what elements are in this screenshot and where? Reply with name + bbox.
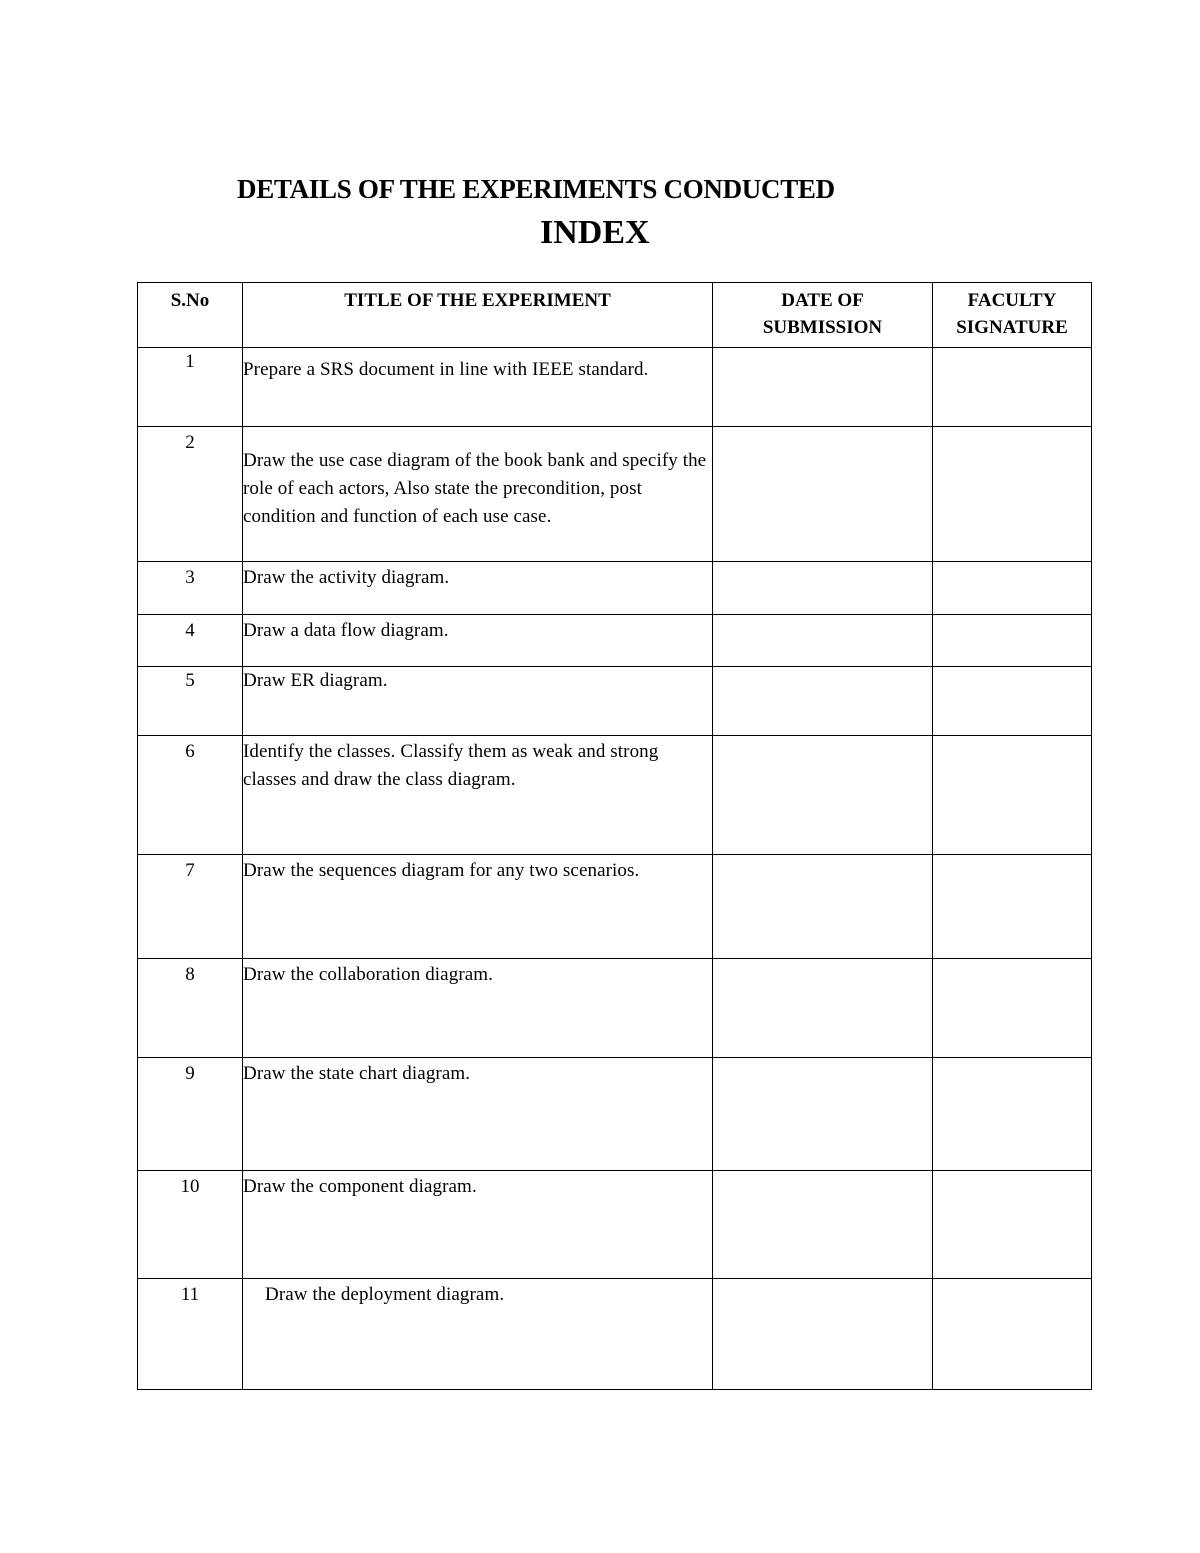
row-title: Draw the collaboration diagram. xyxy=(243,959,713,1058)
faculty-signature-cell xyxy=(933,615,1092,667)
row-sno: 5 xyxy=(138,667,243,736)
row-title: Draw the deployment diagram. xyxy=(243,1279,713,1390)
row-title: Draw the component diagram. xyxy=(243,1171,713,1279)
experiments-index-table xyxy=(137,282,1092,1390)
date-of-submission-cell xyxy=(713,1171,933,1279)
header-date-line1: DATE OF xyxy=(781,290,864,311)
document-heading: DETAILS OF THE EXPERIMENTS CONDUCTED xyxy=(237,174,835,204)
row-sno: 3 xyxy=(138,562,243,615)
table-row xyxy=(138,736,1092,855)
header-title: TITLE OF THE EXPERIMENT xyxy=(243,283,713,348)
date-of-submission-cell xyxy=(713,615,933,667)
faculty-signature-cell xyxy=(933,736,1092,855)
table-row xyxy=(138,667,1092,736)
header-faculty-signature xyxy=(933,283,1092,348)
faculty-signature-cell xyxy=(933,667,1092,736)
index-title: INDEX xyxy=(540,214,650,251)
date-of-submission-cell xyxy=(713,959,933,1058)
table-row xyxy=(138,427,1092,562)
faculty-signature-cell xyxy=(933,855,1092,959)
row-title: Prepare a SRS document in line with IEEE standard. xyxy=(243,348,713,427)
table-row xyxy=(138,959,1092,1058)
row-title: Identify the classes. Classify them as weak and strong classes and draw the class diagram. xyxy=(243,736,713,855)
date-of-submission-cell xyxy=(713,1058,933,1171)
faculty-signature-cell xyxy=(933,427,1092,562)
row-sno: 2 xyxy=(138,427,243,562)
row-sno: 11 xyxy=(138,1279,243,1390)
row-sno: 4 xyxy=(138,615,243,667)
table-row xyxy=(138,348,1092,427)
date-of-submission-cell xyxy=(713,348,933,427)
faculty-signature-cell xyxy=(933,1171,1092,1279)
table-row xyxy=(138,562,1092,615)
row-title: Draw ER diagram. xyxy=(243,667,713,736)
row-title: Draw the activity diagram. xyxy=(243,562,713,615)
faculty-signature-cell xyxy=(933,1279,1092,1390)
table-header-row xyxy=(138,283,1092,348)
row-sno: 10 xyxy=(138,1171,243,1279)
row-title: Draw the state chart diagram. xyxy=(243,1058,713,1171)
date-of-submission-cell xyxy=(713,736,933,855)
table-row xyxy=(138,1279,1092,1390)
row-title: Draw the use case diagram of the book bank and specify the role of each actors, Also state the precondition, post condition and function of each use case. xyxy=(243,427,713,562)
row-title: Draw a data flow diagram. xyxy=(243,615,713,667)
header-sno: S.No xyxy=(138,283,243,348)
table-row xyxy=(138,615,1092,667)
row-sno: 6 xyxy=(138,736,243,855)
row-sno: 8 xyxy=(138,959,243,1058)
faculty-signature-cell xyxy=(933,562,1092,615)
table-row xyxy=(138,1171,1092,1279)
date-of-submission-cell xyxy=(713,427,933,562)
row-title: Draw the sequences diagram for any two scenarios. xyxy=(243,855,713,959)
faculty-signature-cell xyxy=(933,959,1092,1058)
header-signature-line1: FACULTY xyxy=(967,290,1057,311)
header-date-line2: SUBMISSION xyxy=(762,317,883,338)
faculty-signature-cell xyxy=(933,348,1092,427)
header-date-of-submission xyxy=(713,283,933,348)
table-row xyxy=(138,1058,1092,1171)
date-of-submission-cell xyxy=(713,1279,933,1390)
date-of-submission-cell xyxy=(713,855,933,959)
row-sno: 7 xyxy=(138,855,243,959)
faculty-signature-cell xyxy=(933,1058,1092,1171)
date-of-submission-cell xyxy=(713,562,933,615)
date-of-submission-cell xyxy=(713,667,933,736)
row-sno: 1 xyxy=(138,348,243,427)
row-sno: 9 xyxy=(138,1058,243,1171)
header-signature-line2: SIGNATURE xyxy=(956,317,1068,338)
table-row xyxy=(138,855,1092,959)
